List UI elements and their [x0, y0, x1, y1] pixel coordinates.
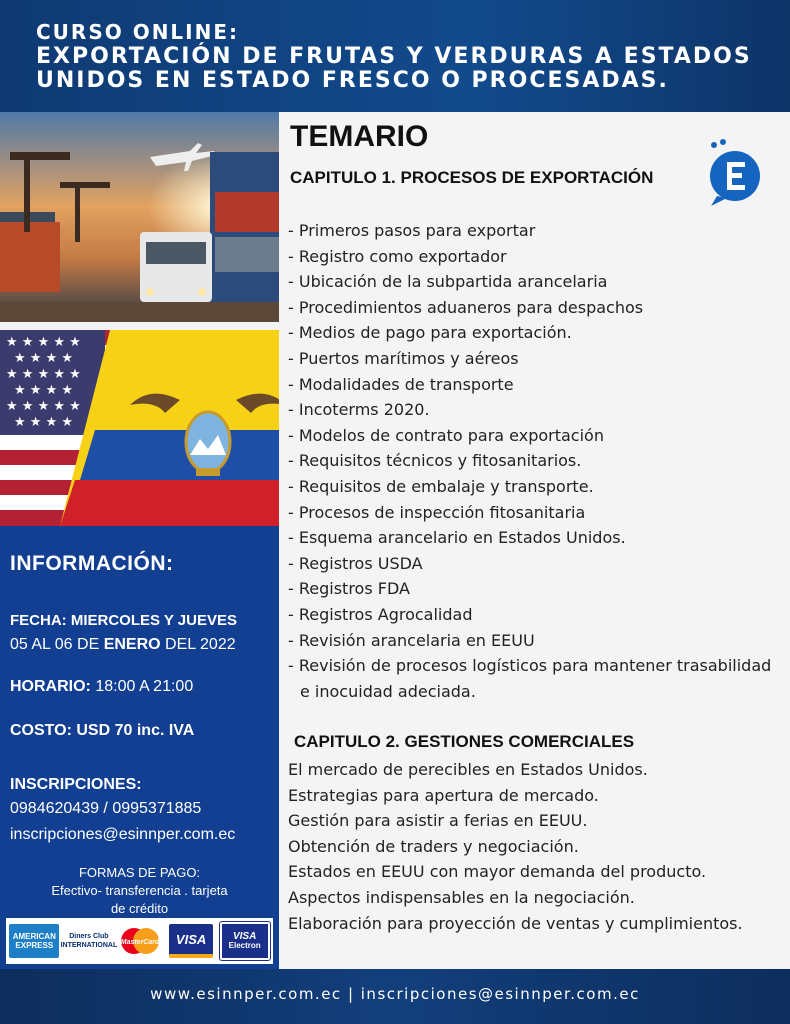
- list-item: Estados en EEUU con mayor demanda del producto.: [288, 862, 707, 882]
- list-item: - Registros Agrocalidad: [288, 604, 473, 624]
- schedule: [10, 678, 193, 696]
- logistics-photo: [0, 112, 279, 322]
- list-item: - Esquema arancelario en Estados Unidos.: [288, 528, 626, 548]
- payment-line-2: de crédito: [110, 901, 169, 916]
- list-item: - Registro como exportador: [288, 246, 507, 266]
- page-footer: [0, 969, 790, 1024]
- registration-label: INSCRIPCIONES:: [10, 776, 142, 793]
- footer-contact[interactable]: www.esinnper.com.ec | inscripciones@esinnper.com.ec: [150, 985, 640, 1003]
- esinnper-logo-icon: [705, 138, 765, 208]
- page-header: [0, 0, 790, 112]
- date-prefix: 05 AL 06 DE: [10, 636, 104, 653]
- mastercard-logo: [118, 924, 162, 958]
- schedule-value: 18:00 A 21:00: [90, 678, 194, 695]
- chapter-2-title: CAPITULO 2. GESTIONES COMERCIALES: [294, 732, 635, 751]
- date-label: FECHA: MIERCOLES Y JUEVES: [10, 612, 237, 629]
- svg-text:★ ★ ★ ★ ★: ★ ★ ★ ★ ★: [6, 335, 81, 350]
- visa-logo: VISA: [169, 924, 213, 958]
- list-item: - Ubicación de la subpartida arancelaria: [288, 272, 608, 292]
- cost: COSTO: USD 70 inc. IVA: [10, 722, 195, 739]
- card-logos: [6, 918, 273, 964]
- list-item: Estrategias para apertura de mercado.: [288, 785, 599, 805]
- diners-logo: [60, 924, 118, 958]
- info-heading: INFORMACIÓN:: [10, 552, 174, 575]
- course-title-line-1: EXPORTACIÓN DE FRUTAS Y VERDURAS A ESTADOS: [36, 44, 752, 69]
- course-label: CURSO ONLINE:: [36, 20, 240, 44]
- syllabus-title: TEMARIO: [290, 120, 429, 153]
- payment-methods: [0, 864, 279, 918]
- date-value: [10, 636, 236, 654]
- list-item: - Registros FDA: [288, 579, 410, 599]
- svg-text:★ ★ ★ ★: ★ ★ ★ ★: [14, 351, 74, 366]
- svg-text:★ ★ ★ ★ ★: ★ ★ ★ ★ ★: [6, 399, 81, 414]
- list-item: Aspectos indispensables en la negociación.: [288, 887, 635, 907]
- list-item: - Registros USDA: [288, 553, 423, 573]
- date-month: ENERO: [103, 636, 161, 653]
- list-item: - Puertos marítimos y aéreos: [288, 348, 519, 368]
- list-item: El mercado de perecibles en Estados Unidos.: [288, 760, 648, 779]
- payment-label: FORMAS DE PAGO:: [78, 865, 201, 880]
- usa-ecuador-flags: [0, 330, 279, 526]
- list-item: - Requisitos de embalaje y transporte.: [288, 476, 594, 496]
- list-item: - Modelos de contrato para exportación: [288, 425, 604, 445]
- info-panel: [0, 526, 279, 969]
- svg-text:★ ★ ★ ★ ★: ★ ★ ★ ★ ★: [6, 367, 81, 382]
- list-item: Gestión para asistir a ferias en EEUU.: [288, 811, 588, 831]
- chapter-1-topics: [288, 218, 778, 704]
- list-item: - Incoterms 2020.: [288, 400, 430, 420]
- list-item: Elaboración para proyección de ventas y cumplimientos.: [288, 913, 743, 933]
- list-item: - Medios de pago para exportación.: [288, 323, 572, 343]
- payment-line-1: Efectivo- transferencia . tarjeta: [51, 883, 228, 898]
- chapter-2-topics: [288, 757, 788, 936]
- list-item: - Modalidades de transporte: [288, 374, 514, 394]
- registration-email[interactable]: inscripciones@esinnper.com.ec: [10, 826, 236, 843]
- chapter-1-title: CAPITULO 1. PROCESOS DE EXPORTACIÓN: [290, 168, 654, 187]
- visa-electron-text: Electron: [228, 941, 261, 950]
- svg-text:★ ★ ★ ★: ★ ★ ★ ★: [14, 383, 74, 398]
- left-column: [0, 112, 279, 969]
- svg-text:★ ★ ★ ★: ★ ★ ★ ★: [14, 415, 74, 430]
- visa-electron-logo: [220, 922, 270, 960]
- diners-text: Diners Club INTERNATIONAL: [60, 933, 118, 949]
- list-item: - Requisitos técnicos y fitosanitarios.: [288, 451, 582, 471]
- list-item: - Primeros pasos para exportar: [288, 221, 536, 240]
- visa-electron-visa: VISA: [232, 931, 257, 942]
- amex-logo: AMERICAN EXPRESS: [9, 924, 59, 958]
- list-item: - Revisión de procesos logísticos para mantener trasabilidad e inocuidad adeciada.: [288, 656, 772, 701]
- registration-phones: 0984620439 / 0995371885: [10, 800, 202, 817]
- list-item: - Procedimientos aduaneros para despachos: [288, 297, 644, 317]
- schedule-label: HORARIO:: [10, 678, 91, 695]
- mastercard-text: MasterCard: [121, 939, 160, 946]
- list-item: - Procesos de inspección fitosanitaria: [288, 502, 586, 522]
- syllabus-panel: [279, 112, 790, 969]
- list-item: Obtención de traders y negociación.: [288, 836, 579, 856]
- list-item: - Revisión arancelaria en EEUU: [288, 630, 535, 650]
- date-suffix: DEL 2022: [160, 636, 236, 653]
- course-title-line-2: UNIDOS EN ESTADO FRESCO O PROCESADAS.: [36, 68, 669, 93]
